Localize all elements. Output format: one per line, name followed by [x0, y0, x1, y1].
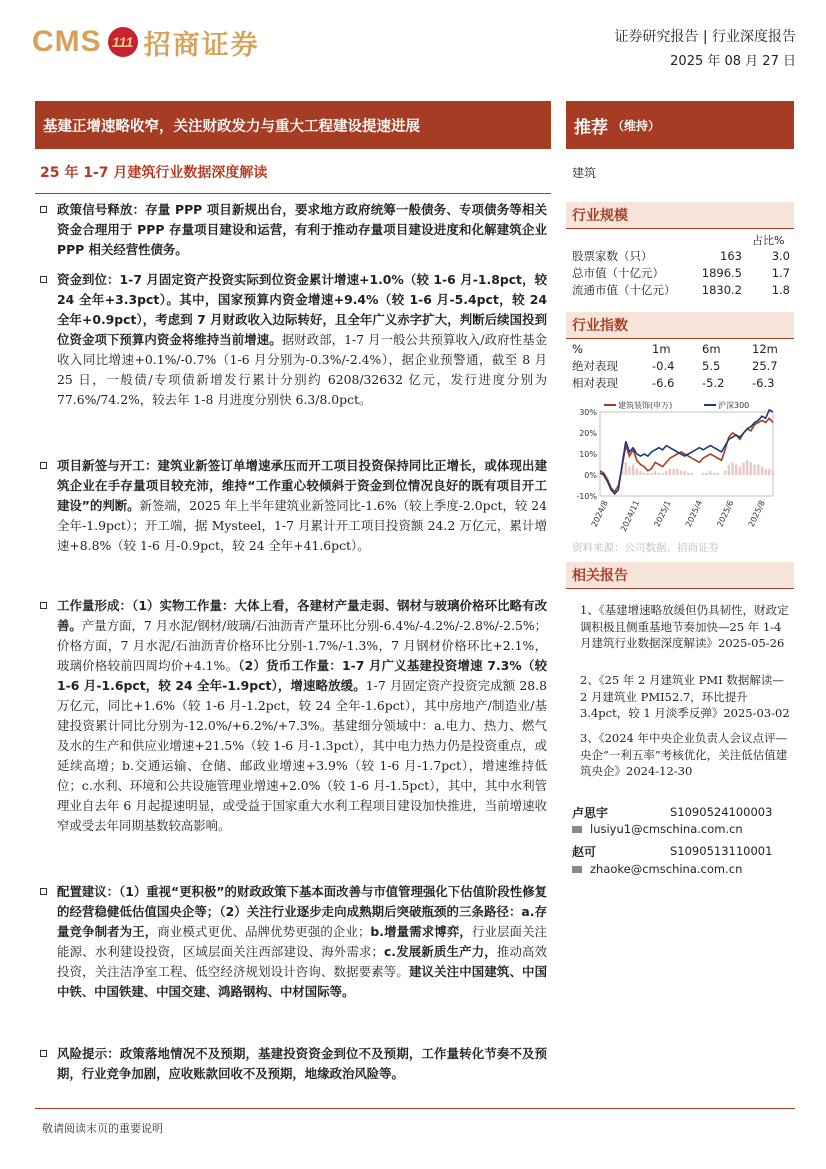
paragraph-text: 产量方面，7 月水泥/钢材/玻璃/石油沥青产量环比分别-6.4%/-4.2%/-2.8%/-2.5%；价格方面，7 月水泥/石油沥青价格环比分别-1.7%/-1.3%，7 月钢材价格环比+2.1%，玻璃价格较前四周均价+4.1%。 — [57, 618, 548, 673]
bar — [628, 467, 630, 475]
paragraph-text-3: 推动高效投资，关注洁净室工程、低空经济规划设计咨询、数据要素等。 — [57, 944, 547, 979]
row-value: -0.4 — [652, 358, 675, 373]
bar — [647, 473, 649, 475]
footer-note: 敬请阅读末页的重要说明 — [42, 1122, 163, 1135]
bar — [625, 462, 627, 475]
logo-chinese: 招商证券 — [143, 29, 260, 61]
col-header: 6m — [702, 341, 721, 356]
paragraph-projects — [42, 456, 547, 556]
row-value: -6.3 — [752, 375, 775, 390]
logo-latin: CMS — [32, 25, 102, 58]
bar — [735, 465, 737, 476]
bar — [639, 471, 641, 475]
index-heading: 行业指数 — [566, 312, 794, 338]
row-value: 5.5 — [702, 358, 721, 373]
index-table — [572, 340, 790, 391]
paragraph-bold-2: （2）货币工作量：1-7 月广义基建投资增速 7.3%（较 1-6 月-1.6pct，较 24 全年-1.9pct），增速略放缓。 — [57, 658, 547, 693]
y-tick-label: -10% — [576, 492, 597, 501]
report-title: 基建正增速略收窄，关注财政发力与重大工程建设提速进展 — [35, 101, 551, 149]
x-tick-label: 2025/6 — [715, 499, 736, 529]
row-value: 1830.2 — [701, 282, 742, 297]
row-label: 流通市值（十亿元） — [572, 282, 676, 297]
paragraph-text: 新签端，2025 年上半年建筑业新签同比-1.6%（较上季度-2.0pct，较 24 全年-1.9pct）；开工端，据 Mysteel，1-7 月累计开工项目投资额 24.2 万亿元，累计增速+8.8%（较 1-6 月-0.9pct，较 24 全年+41.6pct）。 — [57, 498, 547, 553]
bar — [742, 462, 744, 475]
analyst-license: S1090513110001 — [670, 844, 773, 858]
bar — [636, 469, 638, 475]
paragraph-policy — [42, 200, 547, 260]
bar — [676, 469, 678, 475]
table-row — [572, 281, 790, 298]
bar — [650, 473, 652, 475]
col-header: 1m — [652, 341, 671, 356]
x-tick-label: 2025/1 — [652, 499, 673, 529]
row-value: 25.7 — [752, 358, 778, 373]
row-label: 总市值（十亿元） — [572, 265, 664, 280]
bar — [680, 471, 682, 475]
table-header-row — [572, 340, 790, 357]
bar — [728, 465, 730, 476]
related-item[interactable]: 2、《25 年 2 月建筑业 PMI 数据解读—2 月建筑业 PMI52.7，环比提升 3.4pct，较 1 月淡季反弹》2025-03-02 — [580, 673, 790, 720]
plot-frame — [600, 412, 773, 496]
col-header: 12m — [752, 341, 778, 356]
paragraph-bold: 工作量形成：（1）实物工作量：大体上看，各建材产量走弱、钢材与玻璃价格环比略有改善。 — [57, 598, 547, 633]
x-tick-label: 2024/8 — [589, 499, 610, 529]
bar — [672, 469, 674, 475]
row-value: 163 — [720, 248, 742, 263]
table-row — [572, 374, 790, 391]
paragraph-funding — [42, 270, 547, 410]
bar — [724, 471, 726, 475]
row-pct: 1.8 — [771, 282, 790, 297]
bar — [669, 469, 671, 475]
legend-label: 沪深300 — [718, 401, 750, 410]
analyst-name: 卢思宇 — [572, 806, 609, 820]
row-label: 股票家数（只） — [572, 248, 653, 263]
paragraph-allocation — [42, 882, 547, 1002]
col-header: % — [572, 341, 583, 356]
y-tick-label: 0% — [584, 471, 597, 480]
email-icon — [572, 826, 582, 833]
row-value: -6.6 — [652, 375, 675, 390]
bar — [772, 471, 774, 475]
rating-label: 推荐 — [574, 117, 608, 138]
paragraph-bold-4: 建议关注中国建筑、中国中铁、中国铁建、中国交建、鸿路钢构、中材国际等。 — [57, 964, 548, 999]
paragraph-bold-2: b.增量需求博弈， — [370, 924, 472, 939]
bar — [632, 465, 634, 476]
bullet-icon — [40, 206, 47, 213]
bar — [731, 462, 733, 475]
paragraph-text-2: 1-7 月固定资产投资完成额 28.8 万亿元，同比+1.6%（较 1-6 月-1.2pct，较 24 全年-1.6pct），其中房地产/制造业/基建投资累计同比分别为-12.0%/+6.2%/+7.3%。基建细分领域中：a.电力、热力、燃气及水的生产和供应业增速+21.5%（较 1-6 月-1.3pct），其中电力热力仍是投资重点，或延续高增；b.交通运输、仓储、邮政业增速+3.9%（较 1-6 月-1.7pct），增速维持低位；c.水利、环境和公共设施管理业增速+2.0%（较 1-6 月-1.5pct），其中，其中水利管理业自去年 6 月起提速明显，或受益于国家重大水利工程项目建设加快推进，当前增速收窄或受去年同期基数较高影响。 — [57, 678, 547, 833]
bar — [665, 471, 667, 475]
analyst-email[interactable]: zhaoke@cmschina.com.cn — [590, 862, 743, 876]
x-tick-label: 2024/11 — [619, 499, 642, 533]
paragraph-bold: 项目新签与开工：建筑业新签订单增速承压而开工项目投资保持同比正增长，或体现出建筑企业在手存量项目较充沛，维持“工作重心较倾斜于资金到位情况良好的既有项目开工建设”的判断。 — [57, 458, 547, 513]
scale-heading: 行业规模 — [566, 202, 794, 228]
report-subtitle: 25 年 1-7 月建筑行业数据深度解读 — [40, 165, 268, 181]
paragraph-text: 据财政部，1-7 月一般公共预算收入/政府性基金收入同比增速+0.1%/-0.7%（1-6 月分别为-0.3%/-2.4%），据企业预警通，截至 8 月 25 日，一般债/专项债新增发行累计分别约 6208/32632 亿元，发行进度分别为 77.6%/74.2%，较去年 1-8 月进度分别快 6.3/8.0pct。 — [57, 332, 548, 407]
bar — [709, 471, 711, 475]
bar — [658, 473, 660, 475]
bar — [643, 473, 645, 475]
report-date: 2025 年 08 月 27 日 — [670, 54, 796, 69]
industry-name: 建筑 — [572, 166, 597, 180]
analyst-email[interactable]: lusiyu1@cmschina.com.cn — [590, 822, 743, 836]
row-pct: 3.0 — [771, 248, 790, 263]
row-value: 1896.5 — [701, 265, 742, 280]
index-chart — [568, 396, 790, 536]
bullet-icon — [40, 1050, 47, 1057]
bar — [750, 462, 752, 475]
bullet-icon — [40, 462, 47, 469]
bar — [691, 473, 693, 475]
bar — [706, 473, 708, 475]
bullet-icon — [40, 276, 47, 283]
scale-table — [572, 247, 790, 298]
bar — [761, 467, 763, 475]
paragraph-workload — [42, 596, 547, 836]
bar — [753, 465, 755, 476]
table-row — [572, 264, 790, 281]
related-item[interactable]: 1、《基建增速略放缓但仍具韧性，财政定调积极且侧重基地节奏加快—25 年 1-4 月建筑行业数据深度解读》2025-05-26 — [580, 603, 789, 650]
footer-divider — [35, 1108, 795, 1109]
related-heading: 相关报告 — [566, 562, 794, 588]
report-type: 证券研究报告 | 行业深度报告 — [614, 29, 796, 45]
bar — [654, 471, 656, 475]
rating-banner — [566, 101, 794, 149]
bar — [687, 473, 689, 475]
row-pct: 1.7 — [771, 265, 790, 280]
paragraph-risk — [42, 1044, 547, 1084]
email-icon — [572, 866, 582, 873]
series-line — [600, 410, 773, 494]
x-tick-label: 2025/4 — [683, 499, 705, 529]
paragraph-text-2: 行业层面关注能源、水利建设投资，区域层面关注西部建设、海外需求； — [57, 924, 548, 959]
x-tick-label: 2025/8 — [746, 499, 767, 529]
legend-label: 建筑装饰(申万) — [618, 401, 673, 410]
table-row — [572, 247, 790, 264]
analyst-license: S1090524100003 — [670, 805, 773, 819]
analyst-name: 赵可 — [572, 845, 597, 859]
bullet-icon — [40, 888, 47, 895]
paragraph-bold-3: c.发展新质生产力， — [383, 944, 497, 959]
paragraph-bold: 配置建议：（1）重视“更积极”的财政政策下基本面改善与市值管理强化下估值阶段性修复的经营稳健低估值国央企等；（2）关注行业逐步走向成熟期后突破瓶颈的三条路径：a.存量竞争制者为王， — [57, 884, 547, 939]
bar — [683, 471, 685, 475]
row-label: 相对表现 — [572, 375, 618, 390]
rating-note: （维持） — [612, 118, 661, 133]
y-tick-label: 30% — [579, 408, 597, 417]
y-tick-label: 20% — [579, 429, 597, 438]
row-value: -5.2 — [702, 375, 725, 390]
bar — [661, 473, 663, 475]
divider — [35, 193, 551, 194]
y-tick-label: 10% — [579, 450, 597, 459]
bar — [713, 473, 715, 475]
bar — [717, 473, 719, 475]
paragraph-bold: 政策信号释放：存量 PPP 项目新规出台，要求地方政府统筹一般债务、专项债务等相关资金合理用于 PPP 存量项目建设和运营，有利于推动存量项目建设进度和化解建筑企业 PPP 相关经营性债务。 — [57, 202, 547, 257]
bar — [702, 473, 704, 475]
paragraph-bold: 资金到位：1-7 月固定资产投资实际到位资金累计增速+1.0%（较 1-6 月-1.8pct，较 24 全年+3.3pct）。其中，国家预算内资金增速+9.4%（较 1-6 月-5.4pct，较 24 全年+0.9pct），考虑到 7 月财政收入边际转好，且全年广义赤字扩大，判断后续国投到位资金项下预算内资金将维持当前增速。 — [57, 272, 547, 347]
paragraph-bold: 风险提示：政策落地情况不及预期，基建投资资金到位不及预期，工作量转化节奏不及预期，行业竞争加剧，应收账款回收不及预期，地缘政治风险等。 — [57, 1046, 547, 1081]
bullet-icon — [40, 602, 47, 609]
company-logo — [32, 24, 260, 60]
bar — [764, 469, 766, 475]
logo-badge-icon: 111 — [108, 27, 138, 57]
bar — [757, 465, 759, 476]
table-row — [572, 357, 790, 374]
chart-source: 资料来源：公司数据、招商证券 — [572, 542, 719, 554]
related-item[interactable]: 3、《2024 年中央企业负责人会议点评—央企“一利五率”考核优化，关注低估值建筑央企》2024-12-30 — [580, 731, 788, 778]
row-label: 绝对表现 — [572, 358, 618, 373]
bar — [768, 469, 770, 475]
paragraph-text: 商业模式更优、品牌优势更强的企业； — [157, 924, 371, 939]
pct-header: 占比% — [752, 234, 785, 247]
bar — [746, 460, 748, 475]
bar — [739, 467, 741, 475]
